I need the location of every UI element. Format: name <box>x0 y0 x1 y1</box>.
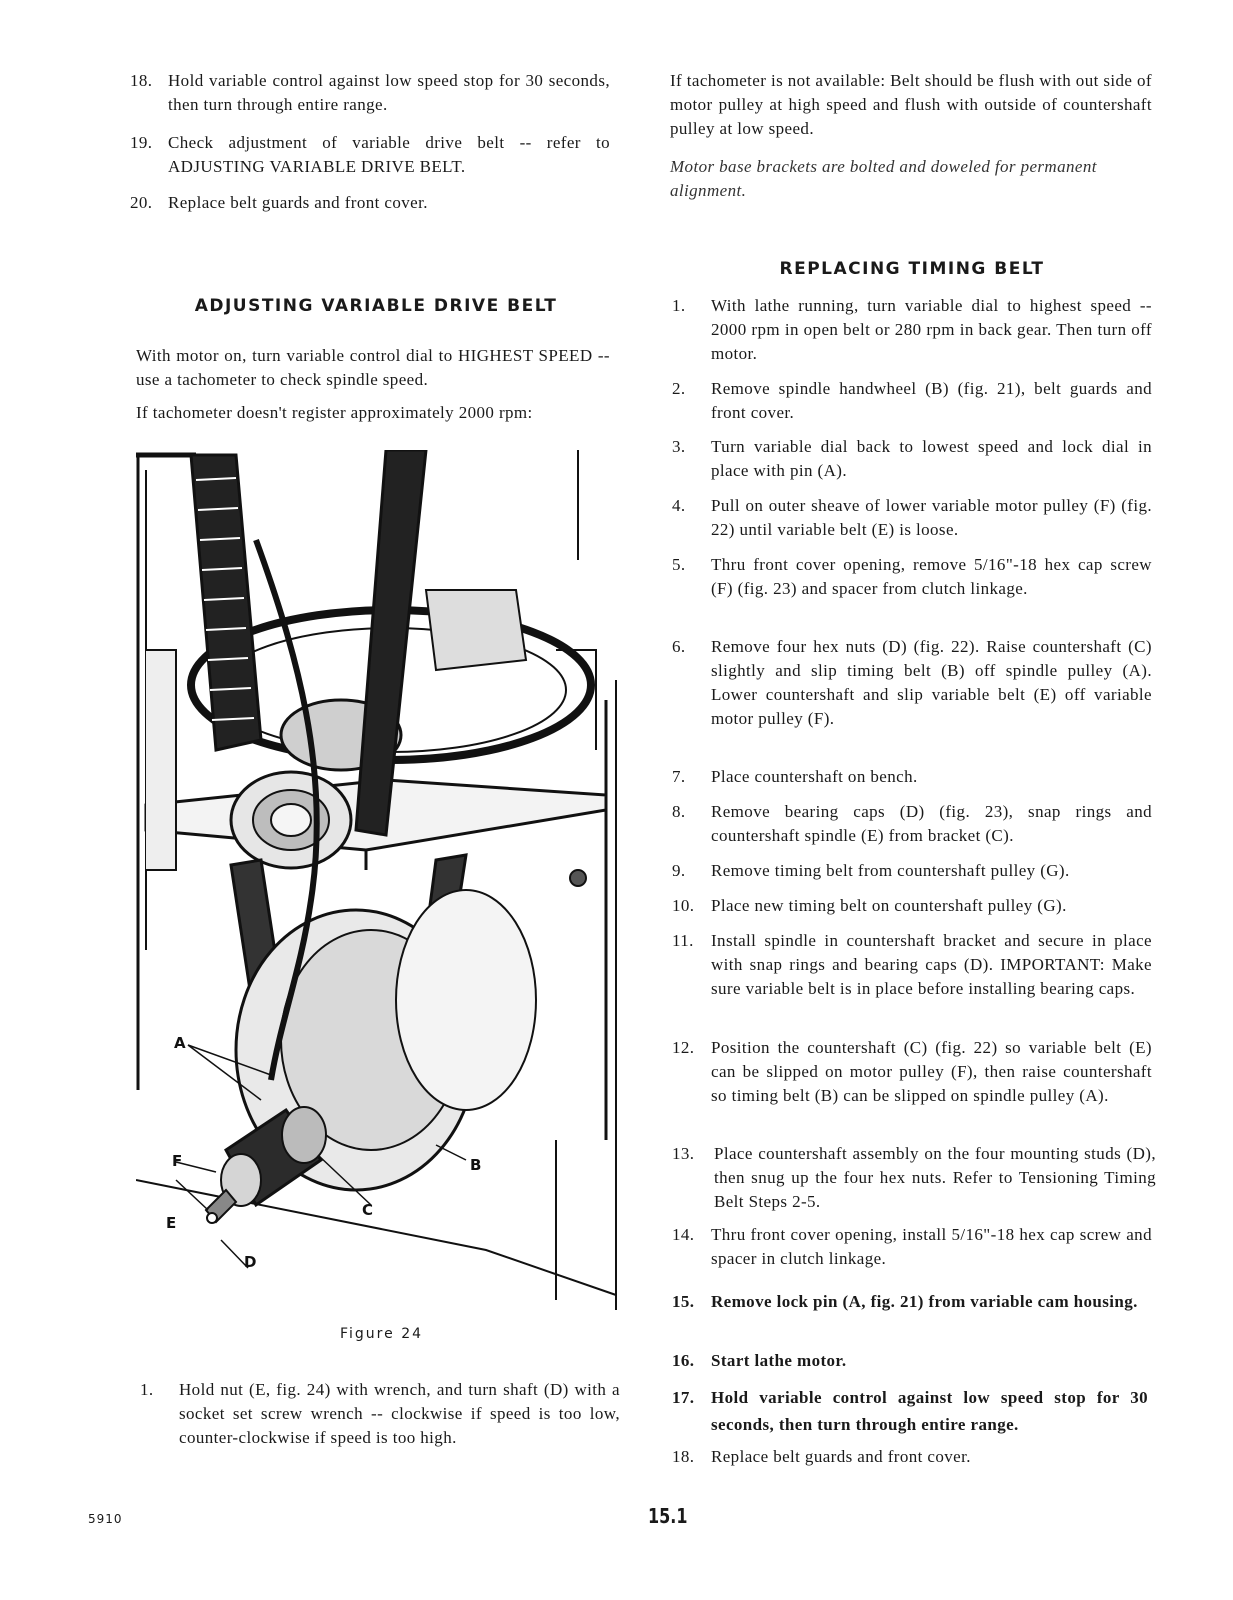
timing-step-3: 3. Turn variable dial back to lowest speed and lock dial in place with pin (A). <box>672 437 1152 480</box>
figure-caption: Figure 24 <box>340 1326 424 1342</box>
figure-24-illustration <box>136 450 626 1315</box>
timing-step-17: 17. Hold variable control against low speed stop for 30 seconds, then turn through entire range. <box>672 1388 1148 1434</box>
motor-base-note: Motor base brackets are bolted and doweled for permanent alignment. <box>670 157 1097 200</box>
callout-b: B <box>470 1156 482 1174</box>
timing-step-13: 13. Place countershaft assembly on the four mounting studs (D), then snug up the four hex nuts. Refer to Tensioning Timing Belt Steps 2-5. <box>672 1144 1156 1211</box>
timing-step-2: 2. Remove spindle handwheel (B) (fig. 21), belt guards and front cover. <box>672 379 1152 422</box>
callout-c: C <box>362 1201 374 1219</box>
callout-e: E <box>166 1214 177 1232</box>
timing-step-11: 11. Install spindle in countershaft bracket and secure in place with snap rings and bearing caps (D). IMPORTANT: Make sure variable belt is in place before installing bearing caps. <box>672 931 1152 998</box>
left-step-20: 20. Replace belt guards and front cover. <box>130 193 428 212</box>
adjusting-intro: With motor on, turn variable control dial to HIGHEST SPEED -- use a tachometer to check spindle speed. <box>136 346 610 389</box>
document-code: 5910 <box>88 1512 123 1526</box>
timing-step-16: 16. Start lathe motor. <box>672 1351 847 1370</box>
tachometer-paragraph: If tachometer is not available: Belt should be flush with out side of motor pulley at high speed and flush with outside of countershaft pulley at low speed. <box>670 71 1152 138</box>
adjusting-heading: ADJUSTING VARIABLE DRIVE BELT <box>194 296 558 316</box>
adjusting-step-1: 1. Hold nut (E, fig. 24) with wrench, and turn shaft (D) with a socket set screw wrench -- clockwise if speed is too low, counter-clockwise if speed is too high. <box>140 1380 620 1447</box>
timing-step-8: 8. Remove bearing caps (D) (fig. 23), snap rings and countershaft spindle (E) from bracket (C). <box>672 802 1152 845</box>
timing-step-5: 5. Thru front cover opening, remove 5/16"-18 hex cap screw (F) (fig. 23) and spacer from clutch linkage. <box>672 555 1152 598</box>
adjusting-intro-2: If tachometer doesn't register approximately 2000 rpm: <box>136 403 533 422</box>
callout-f: F <box>172 1152 183 1170</box>
timing-step-6: 6. Remove four hex nuts (D) (fig. 22). Raise countershaft (C) slightly and slip timing belt (B) off spindle pulley (A). Lower countershaft and slip variable belt (E) off variable motor pulley (F). <box>672 637 1152 728</box>
page-number: 15.1 <box>648 1504 688 1528</box>
timing-step-18: 18. Replace belt guards and front cover. <box>672 1447 971 1466</box>
timing-step-4: 4. Pull on outer sheave of lower variable motor pulley (F) (fig. 22) until variable belt (E) is loose. <box>672 496 1152 539</box>
timing-step-15: 15. Remove lock pin (A, fig. 21) from variable cam housing. <box>672 1292 1138 1311</box>
timing-step-1: 1. With lathe running, turn variable dial to highest speed -- 2000 rpm in open belt or 280 rpm in back gear. Then turn off motor. <box>672 296 1152 363</box>
timing-step-12: 12. Position the countershaft (C) (fig. 22) so variable belt (E) can be slipped on motor pulley (F), then raise countershaft so timing belt (B) can be slipped on spindle pulley (A). <box>672 1038 1152 1105</box>
left-step-18: 18. Hold variable control against low speed stop for 30 seconds, then turn through entire range. <box>130 71 610 114</box>
callout-a: A <box>174 1034 186 1052</box>
timing-heading: REPLACING TIMING BELT <box>779 259 1045 279</box>
timing-step-7: 7. Place countershaft on bench. <box>672 767 918 786</box>
left-step-19: 19. Check adjustment of variable drive belt -- refer to ADJUSTING VARIABLE DRIVE BELT. <box>130 133 610 176</box>
callout-d: D <box>244 1253 257 1271</box>
timing-step-14: 14. Thru front cover opening, install 5/16"-18 hex cap screw and spacer in clutch linkage. <box>672 1225 1152 1268</box>
timing-step-10: 10. Place new timing belt on countershaft pulley (G). <box>672 896 1067 915</box>
timing-step-9: 9. Remove timing belt from countershaft pulley (G). <box>672 861 1070 880</box>
